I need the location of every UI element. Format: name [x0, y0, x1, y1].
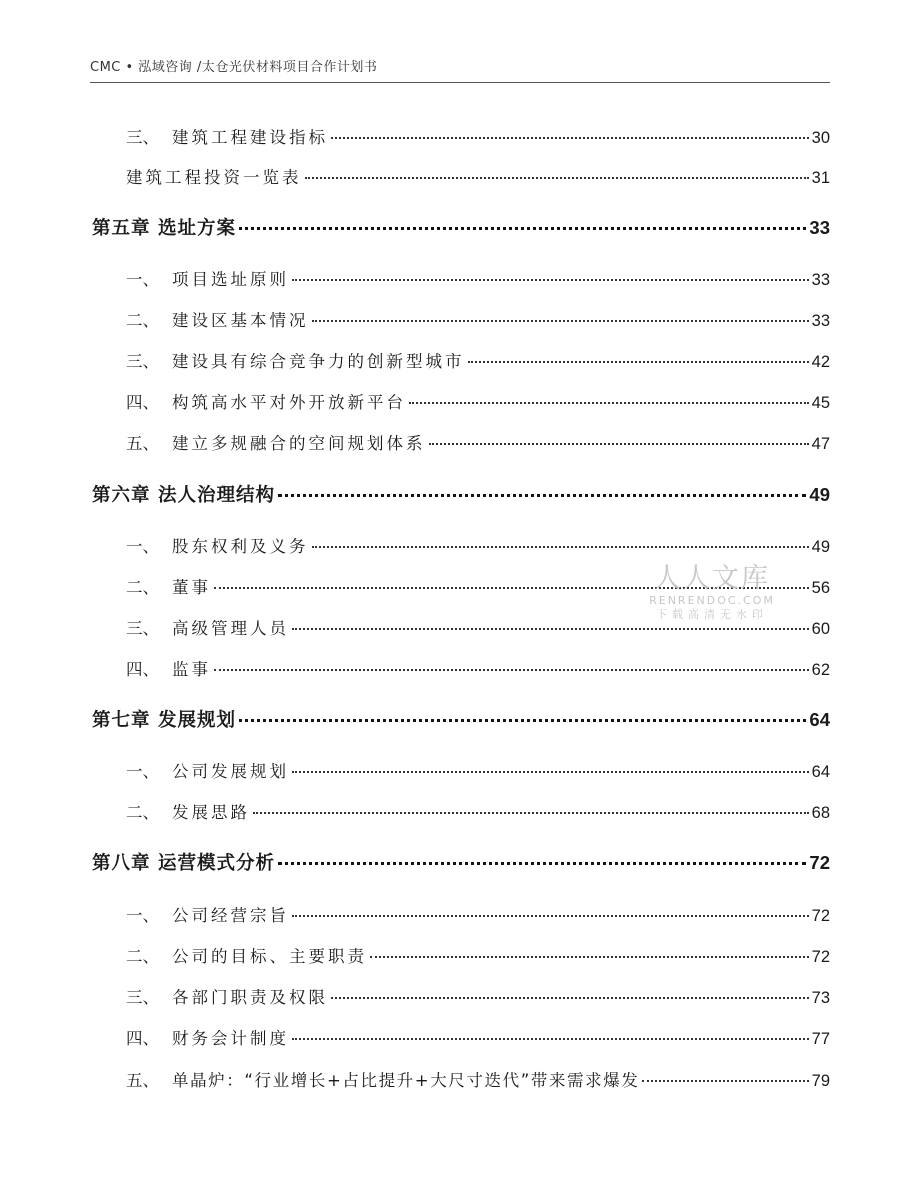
toc-chapter[interactable]	[92, 706, 830, 734]
toc-page-number: 45	[811, 394, 830, 412]
toc-entry-title: 四、 财务会计制度	[126, 1029, 289, 1048]
dot-leader	[429, 443, 809, 445]
toc-entry[interactable]	[126, 348, 830, 376]
dot-leader	[239, 719, 806, 722]
toc-page-number: 30	[811, 129, 830, 147]
toc-chapter[interactable]	[92, 214, 830, 242]
toc-entry[interactable]	[126, 902, 830, 930]
toc-chapter-title: 第七章 发展规划	[92, 710, 236, 731]
toc-entry[interactable]	[126, 164, 830, 192]
watermark-title: 人人文库	[654, 563, 770, 594]
toc-entry[interactable]	[126, 389, 830, 417]
toc-chapter-title: 第六章 法人治理结构	[92, 485, 275, 506]
toc-page-number: 56	[811, 579, 830, 597]
toc-page-number: 42	[811, 353, 830, 371]
toc-entry[interactable]	[126, 1025, 830, 1053]
toc-entry-title: 五、 单晶炉：“行业增长+占比提升+大尺寸迭代”带来需求爆发	[126, 1071, 640, 1090]
dot-leader	[370, 956, 809, 958]
dot-leader	[292, 915, 809, 917]
dot-leader	[642, 1080, 808, 1082]
dot-leader	[331, 997, 809, 999]
toc-entry-title: 三、 各部门职责及权限	[126, 988, 328, 1007]
page-header: CMC • 泓域咨询 /太仓光伏材料项目合作计划书	[90, 56, 830, 83]
dot-leader	[214, 669, 809, 671]
toc-entry-title: 一、 公司经营宗旨	[126, 906, 289, 925]
dot-leader	[312, 320, 809, 322]
dot-leader	[331, 137, 809, 139]
toc-page-number: 60	[811, 620, 830, 638]
toc-entry-title: 五、 建立多规融合的空间规划体系	[126, 434, 426, 453]
dot-leader	[239, 227, 806, 230]
toc-entry-title: 二、 公司的目标、主要职责	[126, 947, 367, 966]
toc-entry[interactable]	[126, 656, 830, 684]
toc-entry[interactable]	[126, 266, 830, 294]
toc-page-number: 72	[811, 948, 830, 966]
toc-page-number: 49	[811, 538, 830, 556]
dot-leader	[305, 177, 809, 179]
dot-leader	[278, 494, 806, 497]
toc-entry[interactable]	[126, 307, 830, 335]
toc-entry[interactable]	[126, 1067, 830, 1095]
dot-leader	[292, 771, 809, 773]
toc-page-number: 33	[809, 217, 830, 238]
toc-entry[interactable]	[126, 758, 830, 786]
toc-entry-title: 四、 监事	[126, 660, 211, 679]
toc-page-number: 64	[809, 709, 830, 730]
toc-entry-title: 二、 建设区基本情况	[126, 311, 309, 330]
dot-leader	[292, 279, 809, 281]
toc-entry-title: 一、 股东权利及义务	[126, 537, 309, 556]
dot-leader	[292, 1038, 809, 1040]
watermark	[647, 564, 777, 622]
toc-chapter-title: 第八章 运营模式分析	[92, 853, 275, 874]
toc-entry[interactable]	[126, 984, 830, 1012]
toc-entry[interactable]	[126, 430, 830, 458]
dot-leader	[409, 402, 809, 404]
toc-entry-title: 二、 董事	[126, 578, 211, 597]
toc-page-number: 31	[811, 169, 830, 187]
toc-page-number: 33	[811, 271, 830, 289]
toc-entry[interactable]	[126, 533, 830, 561]
toc-page-number: 47	[811, 435, 830, 453]
toc-entry[interactable]	[126, 943, 830, 971]
watermark-subtitle: 下载高清无水印	[656, 608, 768, 621]
toc-page-number: 33	[811, 312, 830, 330]
toc-page-number: 49	[809, 484, 830, 505]
toc-entry-title: 一、 公司发展规划	[126, 762, 289, 781]
toc-chapter[interactable]	[92, 481, 830, 509]
toc-entry-title: 三、 建设具有综合竞争力的创新型城市	[126, 352, 465, 371]
toc-entry[interactable]	[126, 799, 830, 827]
toc-page-number: 64	[811, 763, 830, 781]
toc-entry-title: 二、 发展思路	[126, 803, 250, 822]
toc-chapter-title: 第五章 选址方案	[92, 218, 236, 239]
dot-leader	[312, 546, 809, 548]
dot-leader	[468, 361, 809, 363]
toc-entry-title: 三、 高级管理人员	[126, 619, 289, 638]
dot-leader	[278, 862, 806, 865]
toc-page-number: 73	[811, 989, 830, 1007]
toc-chapter[interactable]	[92, 849, 830, 877]
toc-page-number: 77	[811, 1030, 830, 1048]
dot-leader	[292, 628, 809, 630]
toc-page-number: 72	[809, 852, 830, 873]
toc-entry[interactable]	[126, 124, 830, 152]
toc-page-number: 62	[811, 661, 830, 679]
watermark-url: RENRENDOC.COM	[649, 594, 775, 607]
toc-page-number: 68	[811, 804, 830, 822]
toc-page-number: 79	[811, 1072, 830, 1090]
toc-page-number: 72	[811, 907, 830, 925]
toc-entry-title: 建筑工程投资一览表	[126, 168, 302, 187]
toc-entry-title: 四、 构筑高水平对外开放新平台	[126, 393, 406, 412]
toc-entry-title: 三、 建筑工程建设指标	[126, 128, 328, 147]
dot-leader	[253, 812, 809, 814]
toc-entry-title: 一、 项目选址原则	[126, 270, 289, 289]
